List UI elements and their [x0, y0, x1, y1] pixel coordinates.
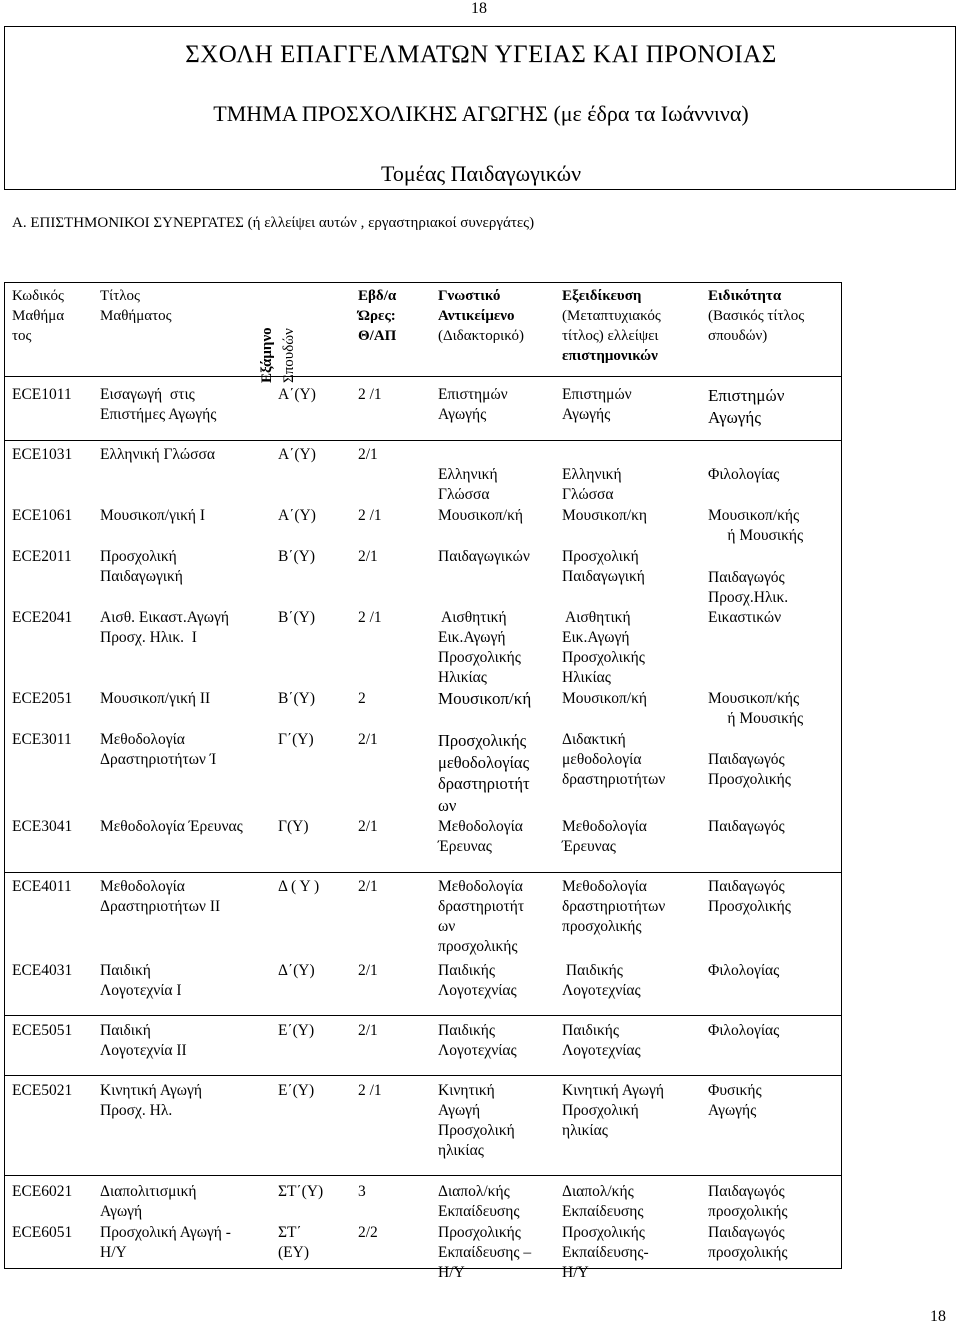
- specialization: Μουσικοπ/κή: [562, 690, 648, 707]
- specialization: Ελληνική Γλώσσα: [562, 466, 622, 503]
- specialty: Παιδαγωγός Προσχ.Ηλικ.: [708, 569, 789, 606]
- weekly-hours: 2/1: [358, 1022, 378, 1039]
- specialty: Φιλολογίας: [708, 466, 780, 483]
- field: Προσχολικής μεθοδολογίας δραστηριοτήτ ων: [438, 731, 530, 815]
- semester: Δ ( Υ ): [278, 878, 320, 895]
- course-code: ΕCΕ2011: [12, 548, 72, 565]
- course-code: ΕCΕ6051: [12, 1224, 73, 1241]
- weekly-hours: 2 /1: [358, 386, 382, 403]
- weekly-hours: 2/1: [358, 962, 378, 979]
- specialization: Μεθοδολογία Έρευνας: [562, 818, 647, 855]
- course-code: ΕCΕ3011: [12, 731, 72, 748]
- specialty: Παιδαγωγός προσχολικής: [708, 1183, 788, 1220]
- course-code: ΕCΕ2051: [12, 690, 73, 707]
- field: Μεθοδολογία δραστηριοτήτ ων προσχολικής: [438, 878, 525, 955]
- section-title: Α. ΕΠΙΣΤΗΜΟΝΙΚΟΙ ΣΥΝΕΡΓΑΤΕΣ (ή ελλείψει αυτών , εργαστηριακοί συνεργάτες): [12, 215, 535, 231]
- weekly-hours: 2/1: [358, 878, 378, 895]
- course-code: ΕCΕ3041: [12, 818, 73, 835]
- course-code: ΕCΕ6021: [12, 1183, 73, 1200]
- specialization: Μουσικοπ/κη: [562, 507, 648, 524]
- header-specialization: Εξειδίκευση (Μεταπτυχιακός τίτλος) ελλείψει επιστημονικών: [562, 288, 661, 364]
- specialization: Παιδικής Λογοτεχνίας: [562, 1022, 641, 1059]
- field: Παιδαγωγικών: [438, 548, 530, 565]
- header-semester: Εξάμηνο Σπουδών: [259, 327, 297, 383]
- department-title: ΤΜΗΜΑ ΠΡΟΣΧΟΛΙΚΗΣ ΑΓΩΓΗΣ (με έδρα τα Ιωάννινα): [213, 101, 749, 126]
- course-title: Μουσικοπ/γική Ι: [100, 507, 206, 524]
- semester: Δ΄(Υ): [278, 962, 315, 979]
- course-code: ΕCΕ4031: [12, 962, 73, 979]
- semester: Ε΄(Υ): [278, 1082, 315, 1099]
- semester: Β΄(Υ): [278, 548, 316, 565]
- course-code: ΕCΕ5051: [12, 1022, 73, 1039]
- specialty: Επιστημών Αγωγής: [708, 386, 785, 427]
- specialty: Εικαστικών: [708, 609, 782, 626]
- course-code: ΕCΕ1011: [12, 386, 72, 403]
- course-title: Ελληνική Γλώσσα: [100, 446, 215, 463]
- specialization: Παιδικής Λογοτεχνίας: [562, 962, 641, 999]
- course-title: Διαπολιτισμική Αγωγή: [100, 1183, 197, 1220]
- course-title: Εισαγωγή στις Επιστήμες Αγωγής: [100, 386, 217, 423]
- field: Επιστημών Αγωγής: [438, 386, 508, 423]
- page-number-bottom: 18: [930, 1308, 946, 1325]
- specialty: Φιλολογίας: [708, 962, 780, 979]
- weekly-hours: 2/1: [358, 446, 378, 463]
- course-title: Προσχολική Παιδαγωγική: [100, 548, 183, 585]
- semester: Γ΄(Υ): [278, 731, 314, 748]
- semester: Α΄(Υ): [278, 507, 316, 524]
- weekly-hours: 2 /1: [358, 609, 382, 626]
- header-title: Τίτλος Μαθήματος: [100, 288, 172, 324]
- weekly-hours: 2 /1: [358, 1082, 382, 1099]
- weekly-hours: 2/1: [358, 731, 378, 748]
- specialization: Αισθητική Εικ.Αγωγή Προσχολικής Ηλικίας: [562, 609, 645, 686]
- specialty: Φιλολογίας: [708, 1022, 780, 1039]
- course-code: ΕCΕ1061: [12, 507, 73, 524]
- page-number-top: 18: [471, 0, 487, 17]
- weekly-hours: 2 /1: [358, 507, 382, 524]
- weekly-hours: 2/2: [358, 1224, 378, 1241]
- course-title: Παιδική Λογοτεχνία ΙΙ: [100, 1022, 187, 1059]
- field: Παιδικής Λογοτεχνίας: [438, 1022, 517, 1059]
- specialization: Επιστημών Αγωγής: [562, 386, 632, 423]
- course-title: Μεθοδολογία Έρευνας: [100, 818, 243, 835]
- specialty: Παιδαγωγός Προσχολικής: [708, 751, 791, 788]
- weekly-hours: 3: [358, 1183, 366, 1200]
- specialization: Μεθοδολογία δραστηριοτήτων προσχολικής: [562, 878, 666, 935]
- sector-title: Τομέας Παιδαγωγικών: [380, 161, 582, 186]
- semester: Β΄(Υ): [278, 690, 316, 707]
- header-hours: Εβδ/α Ώρες: Θ/ΑΠ: [358, 288, 397, 344]
- course-title: Μουσικοπ/γική ΙΙ: [100, 690, 211, 707]
- course-title: Παιδική Λογοτεχνία Ι: [100, 962, 182, 999]
- specialty: Μουσικοπ/κής ή Μουσικής: [708, 690, 804, 727]
- specialization: Διδακτική μεθοδολογία δραστηριοτήτων: [562, 731, 666, 788]
- course-title: Προσχολική Αγωγή - Η/Υ: [100, 1224, 231, 1261]
- course-title: Κινητική Αγωγή Προσχ. Ηλ.: [100, 1082, 202, 1119]
- field: Προσχολικής Εκπαίδευσης – Η/Υ: [438, 1224, 532, 1281]
- specialization: Προσχολική Παιδαγωγική: [562, 548, 645, 585]
- header-specialty: Ειδικότητα (Βασικός τίτλος σπουδών): [708, 288, 805, 344]
- field: Μουσικοπ/κή: [438, 507, 524, 524]
- specialization: Διαπολ/κής Εκπαίδευσης: [562, 1183, 644, 1220]
- specialty: Παιδαγωγός προσχολικής: [708, 1224, 788, 1261]
- course-title: Μεθοδολογία Δραστηριοτήτων ΙΙ: [100, 878, 221, 915]
- semester: Α΄(Υ): [278, 386, 316, 403]
- course-code: ΕCΕ5021: [12, 1082, 73, 1099]
- field: Διαπολ/κής Εκπαίδευσης: [438, 1183, 520, 1220]
- field: Μεθοδολογία Έρευνας: [438, 818, 523, 855]
- school-title: ΣΧΟΛΗ ΕΠΑΓΓΕΛΜΑΤΩΝ ΥΓΕΙΑΣ ΚΑΙ ΠΡΟΝΟΙΑΣ: [185, 41, 777, 68]
- semester: ΣΤ΄ (ΕΥ): [278, 1224, 309, 1261]
- semester: Β΄(Υ): [278, 609, 316, 626]
- specialty: Μουσικοπ/κής ή Μουσικής: [708, 507, 804, 544]
- course-title: Μεθοδολογία Δραστηριοτήτων Ί: [100, 731, 217, 768]
- course-code: ΕCΕ4011: [12, 878, 72, 895]
- specialty: Παιδαγωγός Προσχολικής: [708, 878, 791, 915]
- semester: ΣΤ΄(Υ): [278, 1183, 324, 1200]
- semester: Ε΄(Υ): [278, 1022, 315, 1039]
- specialization: Προσχολικής Εκπαίδευσης- Η/Υ: [562, 1224, 649, 1281]
- header-field: Γνωστικό Αντικείμενο (Διδακτορικό): [438, 288, 524, 344]
- specialty: Φυσικής Αγωγής: [708, 1082, 762, 1119]
- field: Μουσικοπ/κή: [438, 689, 532, 708]
- weekly-hours: 2: [358, 690, 366, 707]
- semester: Γ(Υ): [278, 818, 309, 835]
- course-title: Αισθ. Εικαστ.Αγωγή Προσχ. Ηλικ. Ι: [100, 609, 229, 646]
- specialization: Κινητική Αγωγή Προσχολική ηλικίας: [562, 1082, 664, 1139]
- field: Κινητική Αγωγή Προσχολική ηλικίας: [438, 1082, 515, 1159]
- weekly-hours: 2/1: [358, 818, 378, 835]
- semester: Α΄(Υ): [278, 446, 316, 463]
- header-code: Κωδικός Μαθήμα τος: [12, 288, 65, 344]
- field: Ελληνική Γλώσσα: [438, 466, 498, 503]
- weekly-hours: 2/1: [358, 548, 378, 565]
- course-code: ΕCΕ1031: [12, 446, 73, 463]
- field: Παιδικής Λογοτεχνίας: [438, 962, 517, 999]
- header-box: [4, 26, 956, 190]
- specialty: Παιδαγωγός: [708, 818, 785, 835]
- field: Αισθητική Εικ.Αγωγή Προσχολικής Ηλικίας: [438, 609, 521, 686]
- course-code: ΕCΕ2041: [12, 609, 73, 626]
